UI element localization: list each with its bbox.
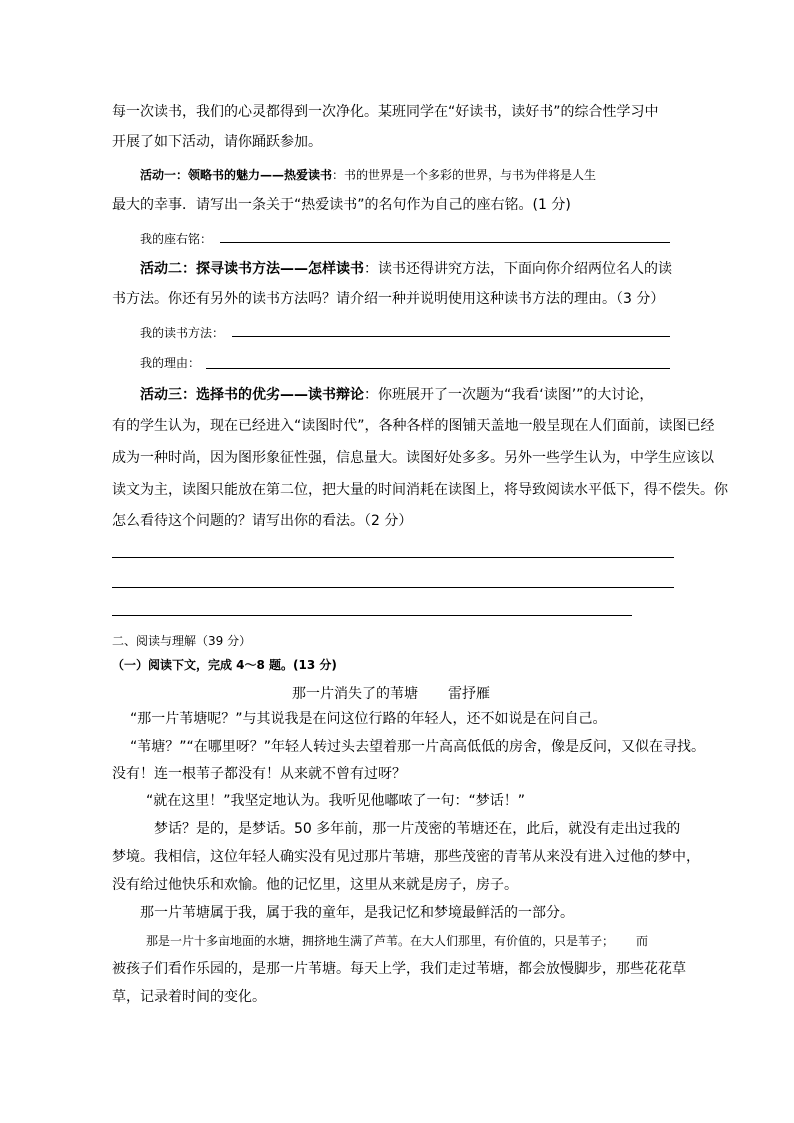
opinion-answer-line-2[interactable] [112, 587, 674, 588]
method-answer-line[interactable] [232, 336, 670, 337]
article-paragraph-6c: 草，记录着时间的变化。 [112, 989, 266, 1005]
article-paragraph-6a-tail: 而 [636, 934, 649, 948]
article-paragraph-4c: 没有给过他快乐和欢愉。他的记忆里，这里从来就是房子，房子。 [112, 877, 518, 893]
activity3-heading: 活动三：选择书的优劣——读书辩论 [140, 387, 364, 403]
article-title: 那一片消失了的苇塘 [292, 686, 418, 702]
article-paragraph-6a-text: 那是一片十多亩地面的水塘，拥挤地生满了芦苇。在大人们那里，有价值的，只是苇子； [146, 934, 615, 948]
method-label: 我的读书方法： [140, 326, 225, 340]
activity3-line-1 [140, 386, 653, 404]
motto-answer-line[interactable] [220, 242, 670, 243]
article-title-line [292, 683, 490, 703]
article-paragraph-6a [146, 932, 648, 950]
activity2-text-1: ：读书还得讲究方法，下面向你介绍两位名人的读 [364, 261, 672, 277]
article-author: 雷抒雁 [448, 686, 490, 702]
opinion-answer-line-3[interactable] [112, 615, 632, 616]
article-paragraph-6b: 被孩子们看作乐园的，是那一片苇塘。每天上学，我们走过苇塘，都会放慢脚步，那些花花草 [112, 961, 686, 977]
reason-answer-line[interactable] [206, 368, 670, 369]
activity1-text-1: ：书的世界是一个多彩的世界，与书为伴将是人生 [332, 168, 597, 182]
activity3-text-4: 读文为主，读图只能放在第二位，把大量的时间消耗在读图上，将导致阅读水平低下，得不偿失。你 [112, 482, 728, 498]
activity1-heading: 活动一：领略书的魅力——热爱读书 [140, 168, 333, 182]
activity3-text-5: 怎么看待这个问题的？请写出你的看法。（2 分） [112, 513, 413, 529]
article-paragraph-5: 那一片苇塘属于我，属于我的童年，是我记忆和梦境最鲜活的一部分。 [140, 905, 574, 921]
opinion-answer-line-1[interactable] [112, 557, 674, 558]
activity2-text-2: 书方法。你还有另外的读书方法吗？请介绍一种并说明使用这种读书方法的理由。（3 分） [112, 291, 665, 307]
article-paragraph-3: “就在这里！”我坚定地认为。我听见他嘟哝了一句：“梦话！” [146, 793, 526, 809]
activity3-text-2: 有的学生认为，现在已经进入“读图时代”，各种各样的图铺天盖地一般呈现在人们面前，读图已经 [112, 418, 715, 434]
activity3-text-1: ：你班展开了一次题为“我看‘读图’”的大讨论， [364, 387, 654, 403]
section2-title: 二、阅读与理解（39 分） [112, 634, 252, 648]
activity3-text-3: 成为一种时尚，因为图形象征性强，信息量大。读图好处多多。另外一些学生认为，中学生应该以 [112, 450, 714, 466]
motto-label: 我的座右铭： [140, 232, 213, 246]
article-paragraph-2a: “苇塘？”“在哪里呀？”年轻人转过头去望着那一片高高低低的房舍，像是反问，又似在寻找。 [130, 739, 706, 755]
reason-label: 我的理由： [140, 356, 201, 370]
section2-subtitle: （一）阅读下文，完成 4～8 题。(13 分) [112, 658, 337, 672]
activity1-line-1 [140, 166, 596, 184]
intro-line-1: 每一次读书，我们的心灵都得到一次净化。某班同学在“好读书，读好书”的综合性学习中 [112, 104, 659, 120]
activity2-line-1 [140, 260, 672, 278]
intro-line-2: 开展了如下活动，请你踊跃参加。 [112, 134, 322, 150]
article-paragraph-4a: 梦话？是的，是梦话。50 多年前，那一片茂密的苇塘还在，此后，就没有走出过我的 [154, 821, 681, 837]
article-paragraph-1: “那一片苇塘呢？”与其说我是在问这位行路的年轻人，还不如说是在问自己。 [130, 711, 607, 727]
activity1-text-2: 最大的幸事．请写出一条关于“热爱读书”的名句作为自己的座右铭。(1 分) [112, 197, 571, 213]
article-paragraph-2b: 没有！连一根苇子都没有！从来就不曾有过呀？ [112, 766, 406, 782]
activity2-heading: 活动二：探寻读书方法——怎样读书 [140, 261, 364, 277]
article-paragraph-4b: 梦境。我相信，这位年轻人确实没有见过那片苇塘，那些茂密的青苇从来没有进入过他的梦中， [112, 849, 700, 865]
